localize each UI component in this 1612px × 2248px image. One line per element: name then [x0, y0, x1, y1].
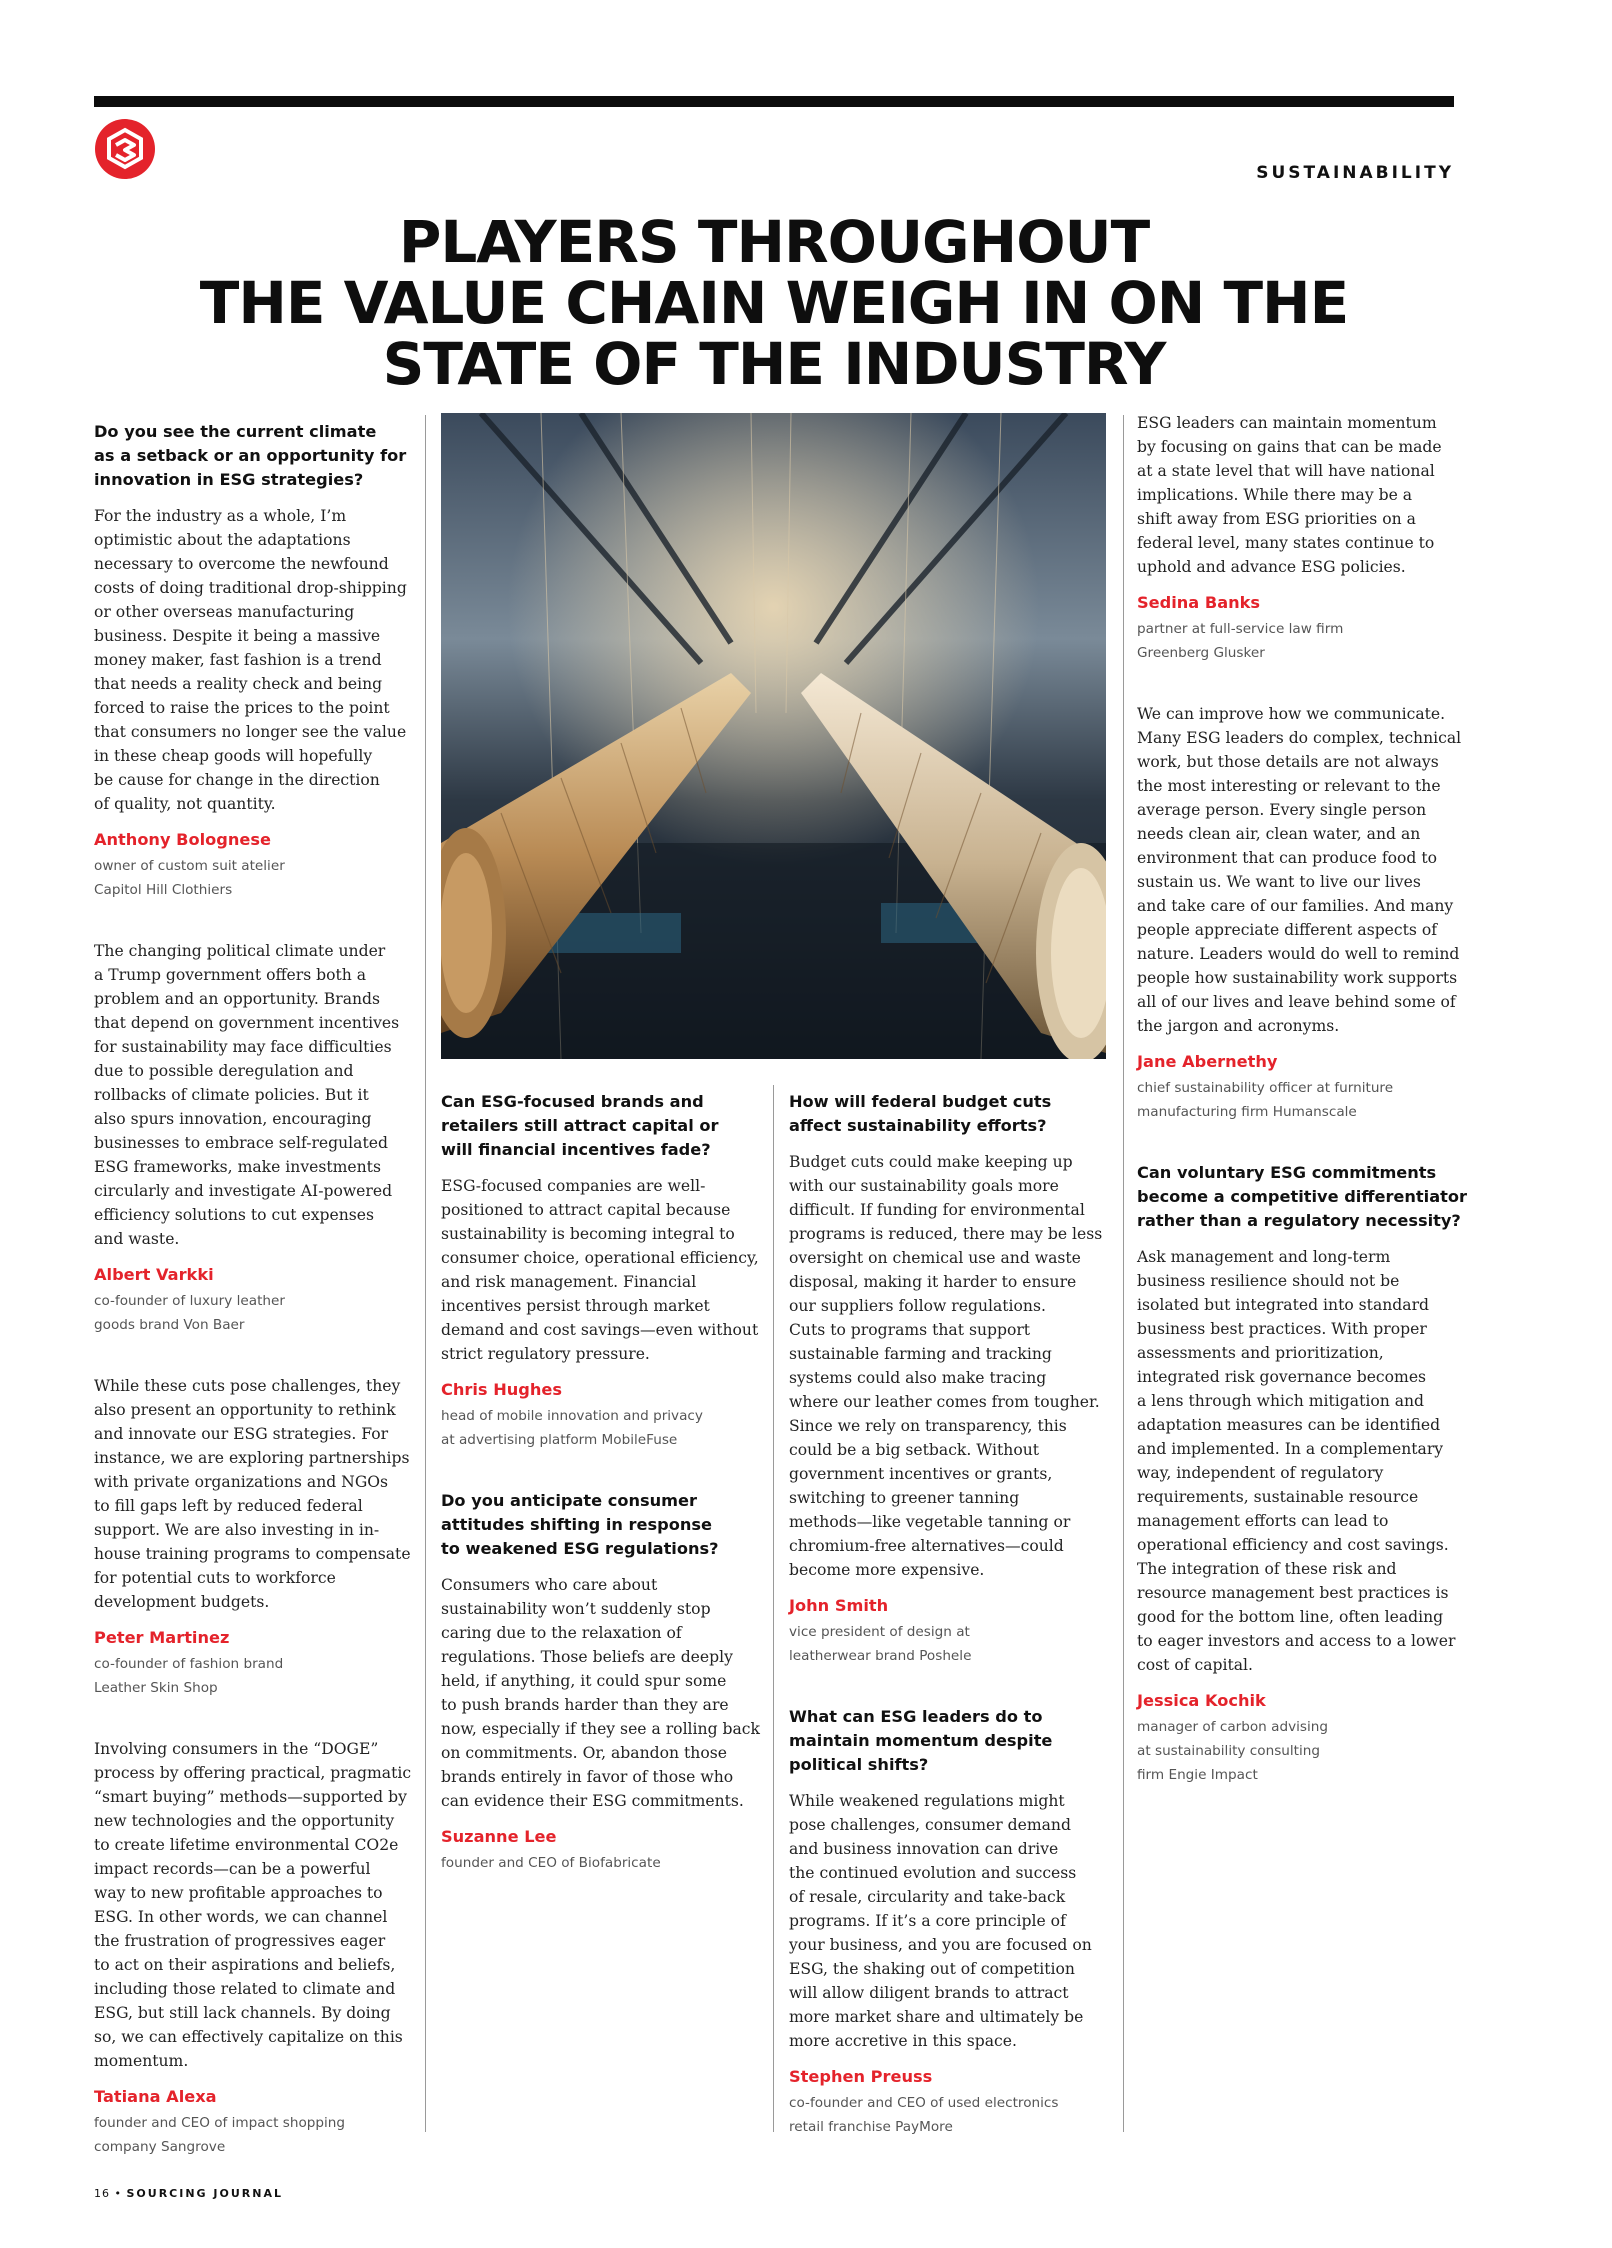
question-line: maintain momentum despite [789, 1731, 1053, 1750]
role-line: vice president of design at [789, 1624, 970, 1640]
answer-line: “smart buying” methods—supported by [94, 1788, 407, 1806]
role-line: partner at full-service law firm [1137, 621, 1344, 637]
answer-line: more accretive in this space. [789, 2032, 1017, 2050]
answer-line: methods—like vegetable tanning or [789, 1513, 1071, 1531]
answer-line: management efforts can lead to [1137, 1512, 1389, 1530]
question-heading [441, 1090, 761, 1162]
contributor-role [94, 2111, 414, 2159]
answer-line: a Trump government offers both a [94, 966, 367, 984]
answer-line: optimistic about the adaptations [94, 531, 351, 549]
question-line: Can voluntary ESG commitments [1137, 1163, 1437, 1182]
answer-line: your business, and you are focused on [789, 1936, 1092, 1954]
answer-line: or other overseas manufacturing [94, 603, 355, 621]
answer-line: in these cheap goods will hopefully [94, 747, 373, 765]
answer-line: Involving consumers in the “DOGE” [94, 1740, 379, 1758]
answer-line: the continued evolution and success [789, 1864, 1077, 1882]
page-title [94, 208, 1454, 398]
answer-line: ESG frameworks, make investments [94, 1158, 381, 1176]
answer-line: to act on their aspirations and beliefs, [94, 1956, 396, 1974]
answer-line: new technologies and the opportunity [94, 1812, 395, 1830]
answer-line: of resale, circularity and take-back [789, 1888, 1066, 1906]
top-rule [94, 96, 1454, 107]
answer-line: average person. Every single person [1137, 801, 1427, 819]
answer-text [441, 1174, 761, 1366]
contributor-role [94, 854, 414, 902]
answer-line: disposal, making it harder to ensure [789, 1273, 1077, 1291]
answer-line: due to possible deregulation and [94, 1062, 354, 1080]
answer-line: and implemented. In a complementary [1137, 1440, 1444, 1458]
question-heading [789, 1705, 1109, 1777]
contributor-name: Jessica Kochik [1137, 1691, 1266, 1710]
answer-line: with private organizations and NGOs [94, 1473, 389, 1491]
answer-line: more market share and ultimately be [789, 2008, 1084, 2026]
question-line: attitudes shifting in response [441, 1515, 712, 1534]
answer-line: consumer choice, operational efficiency, [441, 1249, 759, 1267]
contributor-name: John Smith [789, 1596, 889, 1615]
contributor-name: Sedina Banks [1137, 593, 1261, 612]
title-line: STATE OF THE INDUSTRY [382, 330, 1166, 398]
role-line: firm Engie Impact [1137, 1767, 1258, 1783]
answer-text [94, 1374, 414, 1614]
answer-line: government incentives or grants, [789, 1465, 1053, 1483]
role-line: chief sustainability officer at furniture [1137, 1080, 1394, 1096]
answer-line: with our sustainability goals more [789, 1177, 1059, 1195]
contributor-name: Tatiana Alexa [94, 2087, 217, 2106]
answer-line: The integration of these risk and [1137, 1560, 1397, 1578]
sourcing-journal-logo-icon [94, 118, 156, 180]
answer-line: ESG. In other words, we can channel [94, 1908, 388, 1926]
role-line: Capitol Hill Clothiers [94, 882, 233, 898]
answer-line: costs of doing traditional drop-shipping [94, 579, 407, 597]
answer-line: for potential cuts to workforce [94, 1569, 336, 1587]
answer-line: our suppliers follow regulations. [789, 1297, 1046, 1315]
question-line: as a setback or an opportunity for [94, 446, 407, 465]
answer-line: for sustainability may face difficulties [94, 1038, 392, 1056]
column-4 [1137, 411, 1467, 1787]
answer-text [94, 1737, 414, 2073]
contributor-role [94, 1652, 414, 1700]
answer-line: that depend on government incentives [94, 1014, 400, 1032]
answer-line: incentives persist through market [441, 1297, 710, 1315]
answer-line: now, especially if they see a rolling back [441, 1720, 760, 1738]
question-line: innovation in ESG strategies? [94, 470, 364, 489]
publication-name: SOURCING JOURNAL [126, 2187, 283, 2200]
answer-line: necessary to overcome the newfound [94, 555, 389, 573]
answer-line: sustainability won’t suddenly stop [441, 1600, 711, 1618]
question-line: rather than a regulatory necessity? [1137, 1211, 1461, 1230]
page-footer [94, 2187, 283, 2200]
answer-line: isolated but integrated into standard [1137, 1296, 1430, 1314]
role-line: co-founder and CEO of used electronics [789, 2095, 1059, 2111]
answer-line: business resilience should not be [1137, 1272, 1400, 1290]
role-line: retail franchise PayMore [789, 2119, 953, 2135]
contributor-name: Albert Varkki [94, 1265, 214, 1284]
answer-line: impact records—can be a powerful [94, 1860, 371, 1878]
answer-line: way to new profitable approaches to [94, 1884, 383, 1902]
answer-text [789, 1150, 1109, 1582]
answer-text [94, 504, 414, 816]
answer-line: of quality, not quantity. [94, 795, 276, 813]
contributor-role [789, 1620, 1109, 1668]
title-line: THE VALUE CHAIN WEIGH IN ON THE [199, 269, 1349, 337]
answer-line: to eager investors and access to a lower [1137, 1632, 1456, 1650]
role-line: owner of custom suit atelier [94, 858, 285, 874]
question-line: to weakened ESG regulations? [441, 1539, 719, 1558]
answer-line: so, we can effectively capitalize on this [94, 2028, 403, 2046]
answer-line: support. We are also investing in in- [94, 1521, 380, 1539]
answer-line: on commitments. Or, abandon those [441, 1744, 727, 1762]
contributor-name: Jane Abernethy [1137, 1052, 1278, 1071]
answer-line: the most interesting or relevant to the [1137, 777, 1441, 795]
column-divider [425, 415, 426, 2132]
question-line: become a competitive differentiator [1137, 1187, 1467, 1206]
answer-line: For the industry as a whole, I’m [94, 507, 347, 525]
answer-line: Cuts to programs that support [789, 1321, 1031, 1339]
answer-line: sustainability is becoming integral to [441, 1225, 735, 1243]
answer-line: While weakened regulations might [789, 1792, 1065, 1810]
answer-line: nature. Leaders would do well to remind [1137, 945, 1460, 963]
answer-line: can evidence their ESG commitments. [441, 1792, 744, 1810]
answer-line: cost of capital. [1137, 1656, 1253, 1674]
contributor-role [1137, 1076, 1457, 1124]
column-divider [773, 1085, 774, 2132]
answer-line: the frustration of progressives eager [94, 1932, 386, 1950]
contributor-role [441, 1851, 761, 1875]
answer-line: that needs a reality check and being [94, 675, 383, 693]
answer-line: money maker, fast fashion is a trend [94, 651, 382, 669]
contributor-name: Suzanne Lee [441, 1827, 557, 1846]
textile-spools-photo [441, 413, 1106, 1059]
answer-line: ESG, but still lack channels. By doing [94, 2004, 391, 2022]
column-divider [1123, 415, 1124, 2132]
answer-line: become more expensive. [789, 1561, 985, 1579]
contributor-name: Stephen Preuss [789, 2067, 933, 2086]
page-number: 16 • [94, 2187, 122, 2200]
question-line: What can ESG leaders do to [789, 1707, 1043, 1726]
role-line: goods brand Von Baer [94, 1317, 245, 1333]
role-line: manufacturing firm Humanscale [1137, 1104, 1357, 1120]
answer-line: federal level, many states continue to [1137, 534, 1435, 552]
question-line: How will federal budget cuts [789, 1092, 1052, 1111]
answer-line: and innovate our ESG strategies. For [94, 1425, 389, 1443]
answer-text [441, 1573, 761, 1813]
answer-line: chromium-free alternatives—could [789, 1537, 1064, 1555]
question-heading [94, 420, 414, 492]
answer-line: could be a big setback. Without [789, 1441, 1040, 1459]
answer-line: Since we rely on transparency, this [789, 1417, 1067, 1435]
answer-line: and business innovation can drive [789, 1840, 1059, 1858]
contributor-role [1137, 617, 1457, 665]
answer-line: also present an opportunity to rethink [94, 1401, 396, 1419]
answer-line: shift away from ESG priorities on a [1137, 510, 1416, 528]
answer-line: to create lifetime environmental CO2e [94, 1836, 399, 1854]
answer-line: way, independent of regulatory [1137, 1464, 1384, 1482]
contributor-name: Chris Hughes [441, 1380, 563, 1399]
role-line: leatherwear brand Poshele [789, 1648, 972, 1664]
answer-line: oversight on chemical use and waste [789, 1249, 1081, 1267]
answer-line: We can improve how we communicate. [1137, 705, 1446, 723]
answer-text [1137, 411, 1457, 579]
question-line: Do you see the current climate [94, 422, 377, 441]
answer-line: pose challenges, consumer demand [789, 1816, 1071, 1834]
answer-line: instance, we are exploring partnerships [94, 1449, 410, 1467]
question-line: retailers still attract capital or [441, 1116, 719, 1135]
answer-line: operational efficiency and cost savings. [1137, 1536, 1449, 1554]
answer-line: The changing political climate under [94, 942, 386, 960]
answer-line: positioned to attract capital because [441, 1201, 731, 1219]
answer-line: people how sustainability work supports [1137, 969, 1458, 987]
answer-line: Budget cuts could make keeping up [789, 1153, 1073, 1171]
answer-text [1137, 702, 1462, 1038]
answer-line: people appreciate different aspects of [1137, 921, 1438, 939]
contributor-role [789, 2091, 1109, 2139]
answer-line: forced to raise the prices to the point [94, 699, 390, 717]
role-line: co-founder of luxury leather [94, 1293, 285, 1309]
contributor-role [94, 1289, 414, 1337]
answer-line: implications. While there may be a [1137, 486, 1413, 504]
answer-line: adaptation measures can be identified [1137, 1416, 1441, 1434]
answer-line: rollbacks of climate policies. But it [94, 1086, 369, 1104]
answer-line: process by offering practical, pragmatic [94, 1764, 412, 1782]
answer-line: work, but those details are not always [1137, 753, 1439, 771]
question-heading [441, 1489, 761, 1561]
answer-line: systems could also make tracing [789, 1369, 1047, 1387]
answer-line: resource management best practices is [1137, 1584, 1449, 1602]
answer-line: needs clean air, clean water, and an [1137, 825, 1421, 843]
answer-line: difficult. If funding for environmental [789, 1201, 1085, 1219]
column-1 [94, 420, 414, 2159]
answer-line: will allow diligent brands to attract [789, 1984, 1069, 2002]
answer-line: a lens through which mitigation and [1137, 1392, 1425, 1410]
column-2 [441, 1090, 761, 1875]
answer-line: efficiency solutions to cut expenses [94, 1206, 374, 1224]
answer-line: uphold and advance ESG policies. [1137, 558, 1406, 576]
column-3 [789, 1090, 1109, 2139]
question-line: affect sustainability efforts? [789, 1116, 1047, 1135]
answer-line: demand and cost savings—even without [441, 1321, 759, 1339]
answer-line: Ask management and long-term [1137, 1248, 1391, 1266]
answer-line: business best practices. With proper [1137, 1320, 1427, 1338]
question-heading [789, 1090, 1109, 1138]
answer-line: sustain us. We want to live our lives [1137, 873, 1421, 891]
answer-line: switching to greener tanning [789, 1489, 1020, 1507]
answer-line: be cause for change in the direction [94, 771, 380, 789]
role-line: co-founder of fashion brand [94, 1656, 284, 1672]
contributor-role [441, 1404, 761, 1452]
answer-line: brands entirely in favor of those who [441, 1768, 734, 1786]
answer-line: and risk management. Financial [441, 1273, 697, 1291]
answer-line: requirements, sustainable resource [1137, 1488, 1419, 1506]
section-label: SUSTAINABILITY [1256, 163, 1454, 183]
answer-line: strict regulatory pressure. [441, 1345, 650, 1363]
contributor-name: Peter Martinez [94, 1628, 230, 1647]
role-line: at sustainability consulting [1137, 1743, 1321, 1759]
answer-line: where our leather comes from tougher. [789, 1393, 1100, 1411]
answer-line: sustainable farming and tracking [789, 1345, 1052, 1363]
answer-line: assessments and prioritization, [1137, 1344, 1384, 1362]
role-line: founder and CEO of Biofabricate [441, 1855, 661, 1871]
question-heading [1137, 1161, 1467, 1233]
answer-line: held, if anything, it could spur some [441, 1672, 727, 1690]
contributor-name: Anthony Bolognese [94, 830, 271, 849]
answer-line: ESG, the shaking out of competition [789, 1960, 1075, 1978]
contributor-role [1137, 1715, 1457, 1787]
answer-text [789, 1789, 1109, 2053]
answer-line: problem and an opportunity. Brands [94, 990, 381, 1008]
answer-line: that consumers no longer see the value [94, 723, 407, 741]
answer-line: and take care of our families. And many [1137, 897, 1454, 915]
question-line: political shifts? [789, 1755, 929, 1774]
answer-line: regulations. Those beliefs are deeply [441, 1648, 733, 1666]
answer-line: to fill gaps left by reduced federal [94, 1497, 363, 1515]
answer-line: the jargon and acronyms. [1137, 1017, 1340, 1035]
answer-line: also spurs innovation, encouraging [94, 1110, 372, 1128]
answer-line: development budgets. [94, 1593, 270, 1611]
answer-line: Many ESG leaders do complex, technical [1137, 729, 1462, 747]
answer-line: While these cuts pose challenges, they [94, 1377, 401, 1395]
answer-line: Consumers who care about [441, 1576, 658, 1594]
answer-line: all of our lives and leave behind some of [1137, 993, 1456, 1011]
role-line: at advertising platform MobileFuse [441, 1432, 678, 1448]
answer-line: programs. If it’s a core principle of [789, 1912, 1066, 1930]
role-line: Greenberg Glusker [1137, 645, 1265, 661]
role-line: head of mobile innovation and privacy [441, 1408, 703, 1424]
role-line: founder and CEO of impact shopping [94, 2115, 346, 2131]
role-line: company Sangrove [94, 2139, 226, 2155]
answer-line: good for the bottom line, often leading [1137, 1608, 1444, 1626]
answer-line: at a state level that will have national [1137, 462, 1435, 480]
answer-line: business. Despite it being a massive [94, 627, 381, 645]
role-line: manager of carbon advising [1137, 1719, 1329, 1735]
title-line: PLAYERS THROUGHOUT [398, 208, 1150, 276]
answer-line: to push brands harder than they are [441, 1696, 729, 1714]
answer-line: caring due to the relaxation of [441, 1624, 682, 1642]
answer-line: circularly and investigate AI-powered [94, 1182, 393, 1200]
question-line: Can ESG-focused brands and [441, 1092, 704, 1111]
answer-line: ESG leaders can maintain momentum [1137, 414, 1437, 432]
answer-line: ESG-focused companies are well- [441, 1177, 706, 1195]
question-line: will financial incentives fade? [441, 1140, 711, 1159]
answer-text [94, 939, 414, 1251]
answer-line: environment that can produce food to [1137, 849, 1438, 867]
role-line: Leather Skin Shop [94, 1680, 218, 1696]
answer-line: house training programs to compensate [94, 1545, 411, 1563]
question-line: Do you anticipate consumer [441, 1491, 697, 1510]
answer-text [1137, 1245, 1457, 1677]
answer-line: including those related to climate and [94, 1980, 396, 1998]
answer-line: businesses to embrace self-regulated [94, 1134, 388, 1152]
answer-line: programs is reduced, there may be less [789, 1225, 1103, 1243]
answer-line: by focusing on gains that can be made [1137, 438, 1442, 456]
answer-line: and waste. [94, 1230, 180, 1248]
answer-line: momentum. [94, 2052, 189, 2070]
answer-line: integrated risk governance becomes [1137, 1368, 1427, 1386]
